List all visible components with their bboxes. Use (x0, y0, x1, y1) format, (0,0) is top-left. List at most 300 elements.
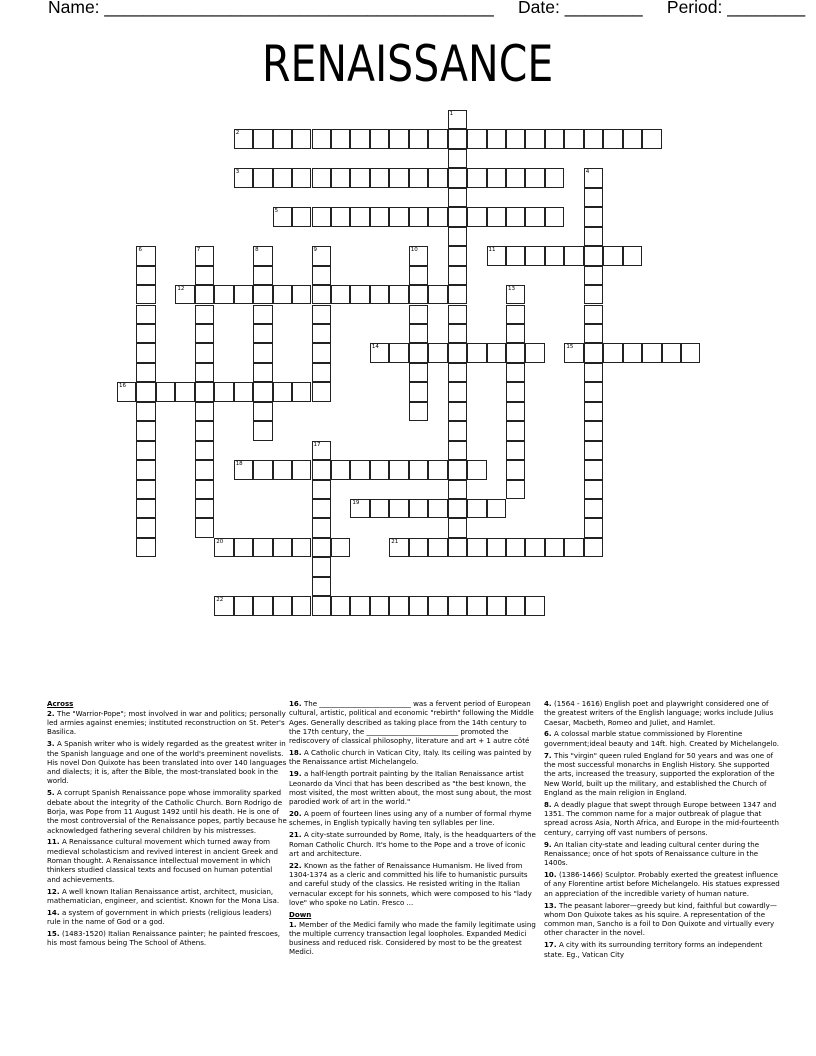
grid-cell[interactable] (136, 363, 155, 382)
grid-cell[interactable] (370, 129, 389, 148)
grid-cell[interactable] (448, 324, 467, 343)
clue-text: The __________________________ was a fervent period of European cultural, artistic, political and economic "rebirth" following the Middle Ages. Generally described as taking place from the 14th century to the 17th century, the __________________________ promoted the rediscovery of classical philosophy, literature and art + 1 autre côté (289, 699, 534, 746)
grid-cell[interactable] (195, 324, 214, 343)
across-clue (289, 809, 537, 828)
grid-cell[interactable] (409, 538, 428, 557)
grid-cell[interactable] (467, 129, 486, 148)
clues-column-3 (544, 699, 780, 961)
grid-cell[interactable] (350, 129, 369, 148)
grid-cell[interactable] (487, 207, 506, 226)
grid-cell[interactable] (273, 596, 292, 615)
grid-cell[interactable] (370, 168, 389, 187)
grid-cell[interactable] (136, 402, 155, 421)
grid-cell[interactable] (273, 460, 292, 479)
grid-cell[interactable] (428, 343, 447, 362)
grid-cell[interactable] (506, 207, 525, 226)
grid-cell[interactable] (525, 538, 544, 557)
grid-cell[interactable] (136, 499, 155, 518)
grid-cell[interactable] (195, 480, 214, 499)
grid-cell[interactable] (584, 480, 603, 499)
grid-cell[interactable] (506, 324, 525, 343)
grid-cell[interactable] (350, 207, 369, 226)
grid-cell[interactable] (253, 538, 272, 557)
grid-cell[interactable] (312, 382, 331, 401)
grid-cell[interactable] (195, 499, 214, 518)
grid-cell[interactable] (234, 168, 253, 187)
grid-cell[interactable] (409, 305, 428, 324)
clue-number: 9 (313, 247, 317, 254)
grid-cell[interactable] (506, 363, 525, 382)
grid-cell[interactable] (409, 168, 428, 187)
grid-cell[interactable] (428, 460, 447, 479)
grid-cell[interactable] (584, 402, 603, 421)
grid-cell[interactable] (506, 168, 525, 187)
grid-cell[interactable] (584, 324, 603, 343)
clue-text: (1483-1520) Italian Renaissance painter; he painted frescoes, his most famous being The School of Athens. (47, 928, 280, 948)
grid-cell[interactable] (136, 266, 155, 285)
clues-column-2 (289, 699, 537, 959)
grid-cell[interactable] (584, 305, 603, 324)
clues-column-1 (47, 699, 287, 950)
grid-cell[interactable] (312, 518, 331, 537)
grid-cell[interactable] (506, 538, 525, 557)
grid-cell[interactable] (681, 343, 700, 362)
grid-cell[interactable] (234, 285, 253, 304)
grid-cell[interactable] (253, 129, 272, 148)
grid-cell[interactable] (214, 596, 233, 615)
grid-cell[interactable] (487, 499, 506, 518)
grid-cell[interactable] (409, 129, 428, 148)
grid-cell[interactable] (506, 421, 525, 440)
grid-cell[interactable] (312, 441, 331, 460)
grid-cell[interactable] (448, 285, 467, 304)
grid-cell[interactable] (312, 557, 331, 576)
grid-cell[interactable] (409, 266, 428, 285)
grid-cell[interactable] (584, 207, 603, 226)
grid-cell[interactable] (467, 596, 486, 615)
grid-cell[interactable] (292, 460, 311, 479)
clue-label-number: 5 (47, 788, 52, 798)
grid-cell[interactable] (292, 207, 311, 226)
grid-cell[interactable] (409, 382, 428, 401)
grid-cell[interactable] (506, 460, 525, 479)
clue-number: 1 (449, 111, 454, 117)
grid-cell[interactable] (312, 363, 331, 382)
grid-cell[interactable] (292, 538, 311, 557)
grid-cell[interactable] (428, 168, 447, 187)
grid-cell[interactable] (642, 343, 661, 362)
grid-cell[interactable] (292, 285, 311, 304)
grid-cell[interactable] (273, 168, 292, 187)
clue-number: 20 (216, 538, 224, 545)
grid-cell[interactable] (545, 207, 564, 226)
grid-cell[interactable] (584, 538, 603, 557)
grid-cell[interactable] (389, 343, 408, 362)
grid-cell[interactable] (409, 207, 428, 226)
grid-cell[interactable] (175, 285, 194, 304)
clue-dot: . (298, 748, 304, 758)
grid-cell[interactable] (312, 460, 331, 479)
grid-cell[interactable] (584, 421, 603, 440)
grid-cell[interactable] (448, 499, 467, 518)
grid-cell[interactable] (545, 538, 564, 557)
across-clue (289, 748, 537, 767)
grid-cell[interactable] (214, 382, 233, 401)
grid-cell[interactable] (487, 343, 506, 362)
grid-cell[interactable] (584, 441, 603, 460)
grid-cell[interactable] (487, 246, 506, 265)
grid-cell[interactable] (506, 343, 525, 362)
grid-cell[interactable] (273, 129, 292, 148)
grid-cell[interactable] (409, 285, 428, 304)
grid-cell[interactable] (603, 246, 622, 265)
grid-cell[interactable] (584, 227, 603, 246)
grid-cell[interactable] (428, 129, 447, 148)
grid-cell[interactable] (136, 324, 155, 343)
grid-cell[interactable] (467, 207, 486, 226)
across-clue (47, 929, 287, 948)
grid-cell[interactable] (312, 596, 331, 615)
grid-cell[interactable] (448, 518, 467, 537)
clue-dot: . (56, 907, 62, 917)
grid-cell[interactable] (331, 129, 350, 148)
grid-cell[interactable] (253, 363, 272, 382)
grid-cell[interactable] (525, 207, 544, 226)
grid-cell[interactable] (428, 207, 447, 226)
grid-cell[interactable] (389, 499, 408, 518)
grid-cell[interactable] (623, 343, 642, 362)
clue-dot: . (298, 769, 304, 779)
grid-cell[interactable] (409, 324, 428, 343)
grid-cell[interactable] (448, 538, 467, 557)
grid-cell[interactable] (525, 246, 544, 265)
grid-cell[interactable] (253, 168, 272, 187)
grid-cell[interactable] (370, 596, 389, 615)
grid-cell[interactable] (253, 246, 272, 265)
grid-cell[interactable] (195, 246, 214, 265)
grid-cell[interactable] (389, 129, 408, 148)
grid-cell[interactable] (584, 266, 603, 285)
grid-cell[interactable] (234, 596, 253, 615)
grid-cell[interactable] (448, 266, 467, 285)
grid-cell[interactable] (545, 129, 564, 148)
clue-text: A poem of fourteen lines using any of a number of formal rhyme schemes, in English typically having ten syllables per line. (289, 809, 532, 828)
grid-cell[interactable] (448, 188, 467, 207)
grid-cell[interactable] (136, 460, 155, 479)
grid-cell[interactable] (312, 305, 331, 324)
clue-dot: . (56, 928, 62, 938)
grid-cell[interactable] (487, 596, 506, 615)
grid-cell[interactable] (370, 343, 389, 362)
clue-number: 6 (138, 247, 142, 254)
grid-cell[interactable] (545, 246, 564, 265)
name-field[interactable]: Name: ________________________________________ (48, 0, 494, 17)
grid-cell[interactable] (136, 246, 155, 265)
grid-cell[interactable] (409, 499, 428, 518)
grid-cell[interactable] (175, 382, 194, 401)
clue-number: 7 (196, 247, 201, 254)
grid-cell[interactable] (136, 305, 155, 324)
clue-number: 8 (255, 247, 259, 254)
grid-cell[interactable] (253, 285, 272, 304)
grid-cell[interactable] (389, 538, 408, 557)
grid-cell[interactable] (195, 382, 214, 401)
grid-cell[interactable] (331, 460, 350, 479)
grid-cell[interactable] (273, 285, 292, 304)
grid-cell[interactable] (195, 285, 214, 304)
grid-cell[interactable] (584, 188, 603, 207)
grid-cell[interactable] (136, 285, 155, 304)
grid-cell[interactable] (564, 246, 583, 265)
grid-cell[interactable] (662, 343, 681, 362)
grid-cell[interactable] (370, 285, 389, 304)
grid-cell[interactable] (584, 129, 603, 148)
grid-cell[interactable] (584, 285, 603, 304)
grid-cell[interactable] (273, 207, 292, 226)
student-info-header (48, 0, 805, 18)
grid-cell[interactable] (350, 168, 369, 187)
grid-cell[interactable] (584, 246, 603, 265)
grid-cell[interactable] (253, 382, 272, 401)
grid-cell[interactable] (467, 499, 486, 518)
grid-cell[interactable] (389, 207, 408, 226)
grid-cell[interactable] (370, 499, 389, 518)
grid-cell[interactable] (448, 460, 467, 479)
grid-cell[interactable] (117, 382, 136, 401)
grid-cell[interactable] (409, 596, 428, 615)
grid-cell[interactable] (136, 421, 155, 440)
grid-cell[interactable] (623, 246, 642, 265)
grid-cell[interactable] (136, 441, 155, 460)
grid-cell[interactable] (448, 441, 467, 460)
grid-cell[interactable] (467, 538, 486, 557)
grid-cell[interactable] (506, 402, 525, 421)
grid-cell[interactable] (409, 343, 428, 362)
grid-cell[interactable] (312, 207, 331, 226)
grid-cell[interactable] (409, 246, 428, 265)
grid-cell[interactable] (487, 538, 506, 557)
clue-text: The "Warrior-Pope"; most involved in war and politics; personally led armies against enemies; instituted reconstruction on St. Peter's Basilica. (47, 708, 286, 737)
grid-cell[interactable] (312, 285, 331, 304)
grid-cell[interactable] (525, 596, 544, 615)
grid-cell[interactable] (195, 460, 214, 479)
clue-number: 19 (352, 500, 360, 506)
across-clue (289, 861, 537, 907)
across-clue (289, 830, 537, 858)
grid-cell[interactable] (312, 538, 331, 557)
grid-cell[interactable] (273, 538, 292, 557)
grid-cell[interactable] (409, 363, 428, 382)
grid-cell[interactable] (253, 266, 272, 285)
grid-cell[interactable] (448, 246, 467, 265)
grid-cell[interactable] (195, 363, 214, 382)
grid-cell[interactable] (506, 480, 525, 499)
grid-cell[interactable] (312, 480, 331, 499)
across-heading: Across (47, 699, 74, 708)
grid-cell[interactable] (331, 285, 350, 304)
grid-cell[interactable] (487, 168, 506, 187)
across-clue (47, 739, 287, 785)
grid-cell[interactable] (214, 285, 233, 304)
grid-cell[interactable] (564, 343, 583, 362)
grid-cell[interactable] (195, 266, 214, 285)
clue-label-number: 10 (544, 870, 554, 880)
grid-cell[interactable] (506, 285, 525, 304)
grid-cell[interactable] (292, 382, 311, 401)
clue-label-number: 20 (289, 809, 299, 819)
grid-cell[interactable] (292, 129, 311, 148)
grid-cell[interactable] (312, 577, 331, 596)
grid-cell[interactable] (331, 538, 350, 557)
grid-cell[interactable] (370, 207, 389, 226)
grid-cell[interactable] (195, 518, 214, 537)
grid-cell[interactable] (584, 499, 603, 518)
grid-cell[interactable] (195, 402, 214, 421)
grid-cell[interactable] (312, 246, 331, 265)
grid-cell[interactable] (448, 207, 467, 226)
grid-cell[interactable] (525, 168, 544, 187)
grid-cell[interactable] (195, 441, 214, 460)
grid-cell[interactable] (448, 149, 467, 168)
grid-cell[interactable] (253, 421, 272, 440)
grid-cell[interactable] (136, 518, 155, 537)
grid-cell[interactable] (136, 480, 155, 499)
grid-cell[interactable] (350, 499, 369, 518)
clue-number: 22 (216, 597, 224, 604)
date-field[interactable]: Date: ________ (518, 0, 643, 17)
clue-text: A colossal marble statue commissioned by Florentine government;ideal beauty and 14ft. high. Created by Michelangelo. (544, 729, 779, 748)
grid-cell[interactable] (253, 343, 272, 362)
grid-cell[interactable] (448, 382, 467, 401)
grid-cell[interactable] (389, 285, 408, 304)
grid-cell[interactable] (584, 460, 603, 479)
grid-cell[interactable] (331, 596, 350, 615)
grid-cell[interactable] (214, 538, 233, 557)
grid-cell[interactable] (292, 168, 311, 187)
grid-cell[interactable] (448, 343, 467, 362)
grid-cell[interactable] (253, 305, 272, 324)
grid-cell[interactable] (389, 596, 408, 615)
grid-cell[interactable] (312, 266, 331, 285)
grid-cell[interactable] (234, 382, 253, 401)
grid-cell[interactable] (428, 596, 447, 615)
grid-cell[interactable] (448, 480, 467, 499)
grid-cell[interactable] (487, 129, 506, 148)
grid-cell[interactable] (428, 499, 447, 518)
period-field[interactable]: Period: ________ (666, 0, 806, 17)
grid-cell[interactable] (448, 305, 467, 324)
clue-number: 10 (410, 247, 418, 254)
grid-cell[interactable] (136, 343, 155, 362)
grid-cell[interactable] (603, 129, 622, 148)
grid-cell[interactable] (506, 441, 525, 460)
grid-cell[interactable] (448, 596, 467, 615)
grid-cell[interactable] (234, 129, 253, 148)
grid-cell[interactable] (273, 382, 292, 401)
grid-cell[interactable] (448, 129, 467, 148)
grid-cell[interactable] (292, 596, 311, 615)
grid-cell[interactable] (467, 168, 486, 187)
grid-cell[interactable] (156, 382, 175, 401)
clue-label-number: 3 (47, 739, 52, 749)
grid-cell[interactable] (448, 421, 467, 440)
grid-cell[interactable] (350, 460, 369, 479)
grid-cell[interactable] (331, 168, 350, 187)
grid-cell[interactable] (506, 129, 525, 148)
grid-cell[interactable] (564, 538, 583, 557)
grid-cell[interactable] (428, 538, 447, 557)
grid-cell[interactable] (409, 460, 428, 479)
grid-cell[interactable] (623, 129, 642, 148)
grid-cell[interactable] (253, 460, 272, 479)
grid-cell[interactable] (370, 460, 389, 479)
grid-cell[interactable] (467, 343, 486, 362)
grid-cell[interactable] (584, 343, 603, 362)
grid-cell[interactable] (253, 324, 272, 343)
grid-cell[interactable] (448, 402, 467, 421)
grid-cell[interactable] (506, 246, 525, 265)
grid-cell[interactable] (350, 285, 369, 304)
clue-label-number: 11 (47, 837, 57, 847)
down-clue (544, 901, 780, 938)
grid-cell[interactable] (448, 227, 467, 246)
grid-cell[interactable] (603, 343, 622, 362)
grid-cell[interactable] (350, 596, 369, 615)
grid-cell[interactable] (312, 499, 331, 518)
grid-cell[interactable] (428, 285, 447, 304)
grid-cell[interactable] (506, 382, 525, 401)
grid-cell[interactable] (389, 168, 408, 187)
grid-cell[interactable] (253, 402, 272, 421)
grid-cell[interactable] (584, 382, 603, 401)
grid-cell[interactable] (136, 538, 155, 557)
grid-cell[interactable] (389, 460, 408, 479)
grid-cell[interactable] (584, 518, 603, 537)
clue-label-number: 6 (544, 729, 549, 739)
grid-cell[interactable] (525, 129, 544, 148)
grid-cell[interactable] (234, 460, 253, 479)
clue-number: 17 (313, 441, 321, 448)
grid-cell[interactable] (467, 460, 486, 479)
grid-cell[interactable] (448, 110, 467, 129)
clue-label-number: 2 (47, 708, 52, 718)
grid-cell[interactable] (253, 596, 272, 615)
grid-cell[interactable] (642, 129, 661, 148)
grid-cell[interactable] (584, 363, 603, 382)
grid-cell[interactable] (195, 421, 214, 440)
grid-cell[interactable] (136, 382, 155, 401)
grid-cell[interactable] (584, 168, 603, 187)
grid-cell[interactable] (312, 168, 331, 187)
grid-cell[interactable] (564, 129, 583, 148)
grid-cell[interactable] (525, 343, 544, 362)
grid-cell[interactable] (195, 343, 214, 362)
grid-cell[interactable] (409, 402, 428, 421)
down-clue (544, 751, 780, 797)
grid-cell[interactable] (506, 596, 525, 615)
grid-cell[interactable] (506, 305, 525, 324)
grid-cell[interactable] (545, 168, 564, 187)
grid-cell[interactable] (448, 363, 467, 382)
grid-cell[interactable] (448, 168, 467, 187)
grid-cell[interactable] (195, 305, 214, 324)
grid-cell[interactable] (234, 538, 253, 557)
grid-cell[interactable] (312, 324, 331, 343)
clue-number: 21 (391, 538, 399, 545)
grid-cell[interactable] (312, 129, 331, 148)
grid-cell[interactable] (331, 207, 350, 226)
grid-cell[interactable] (312, 343, 331, 362)
